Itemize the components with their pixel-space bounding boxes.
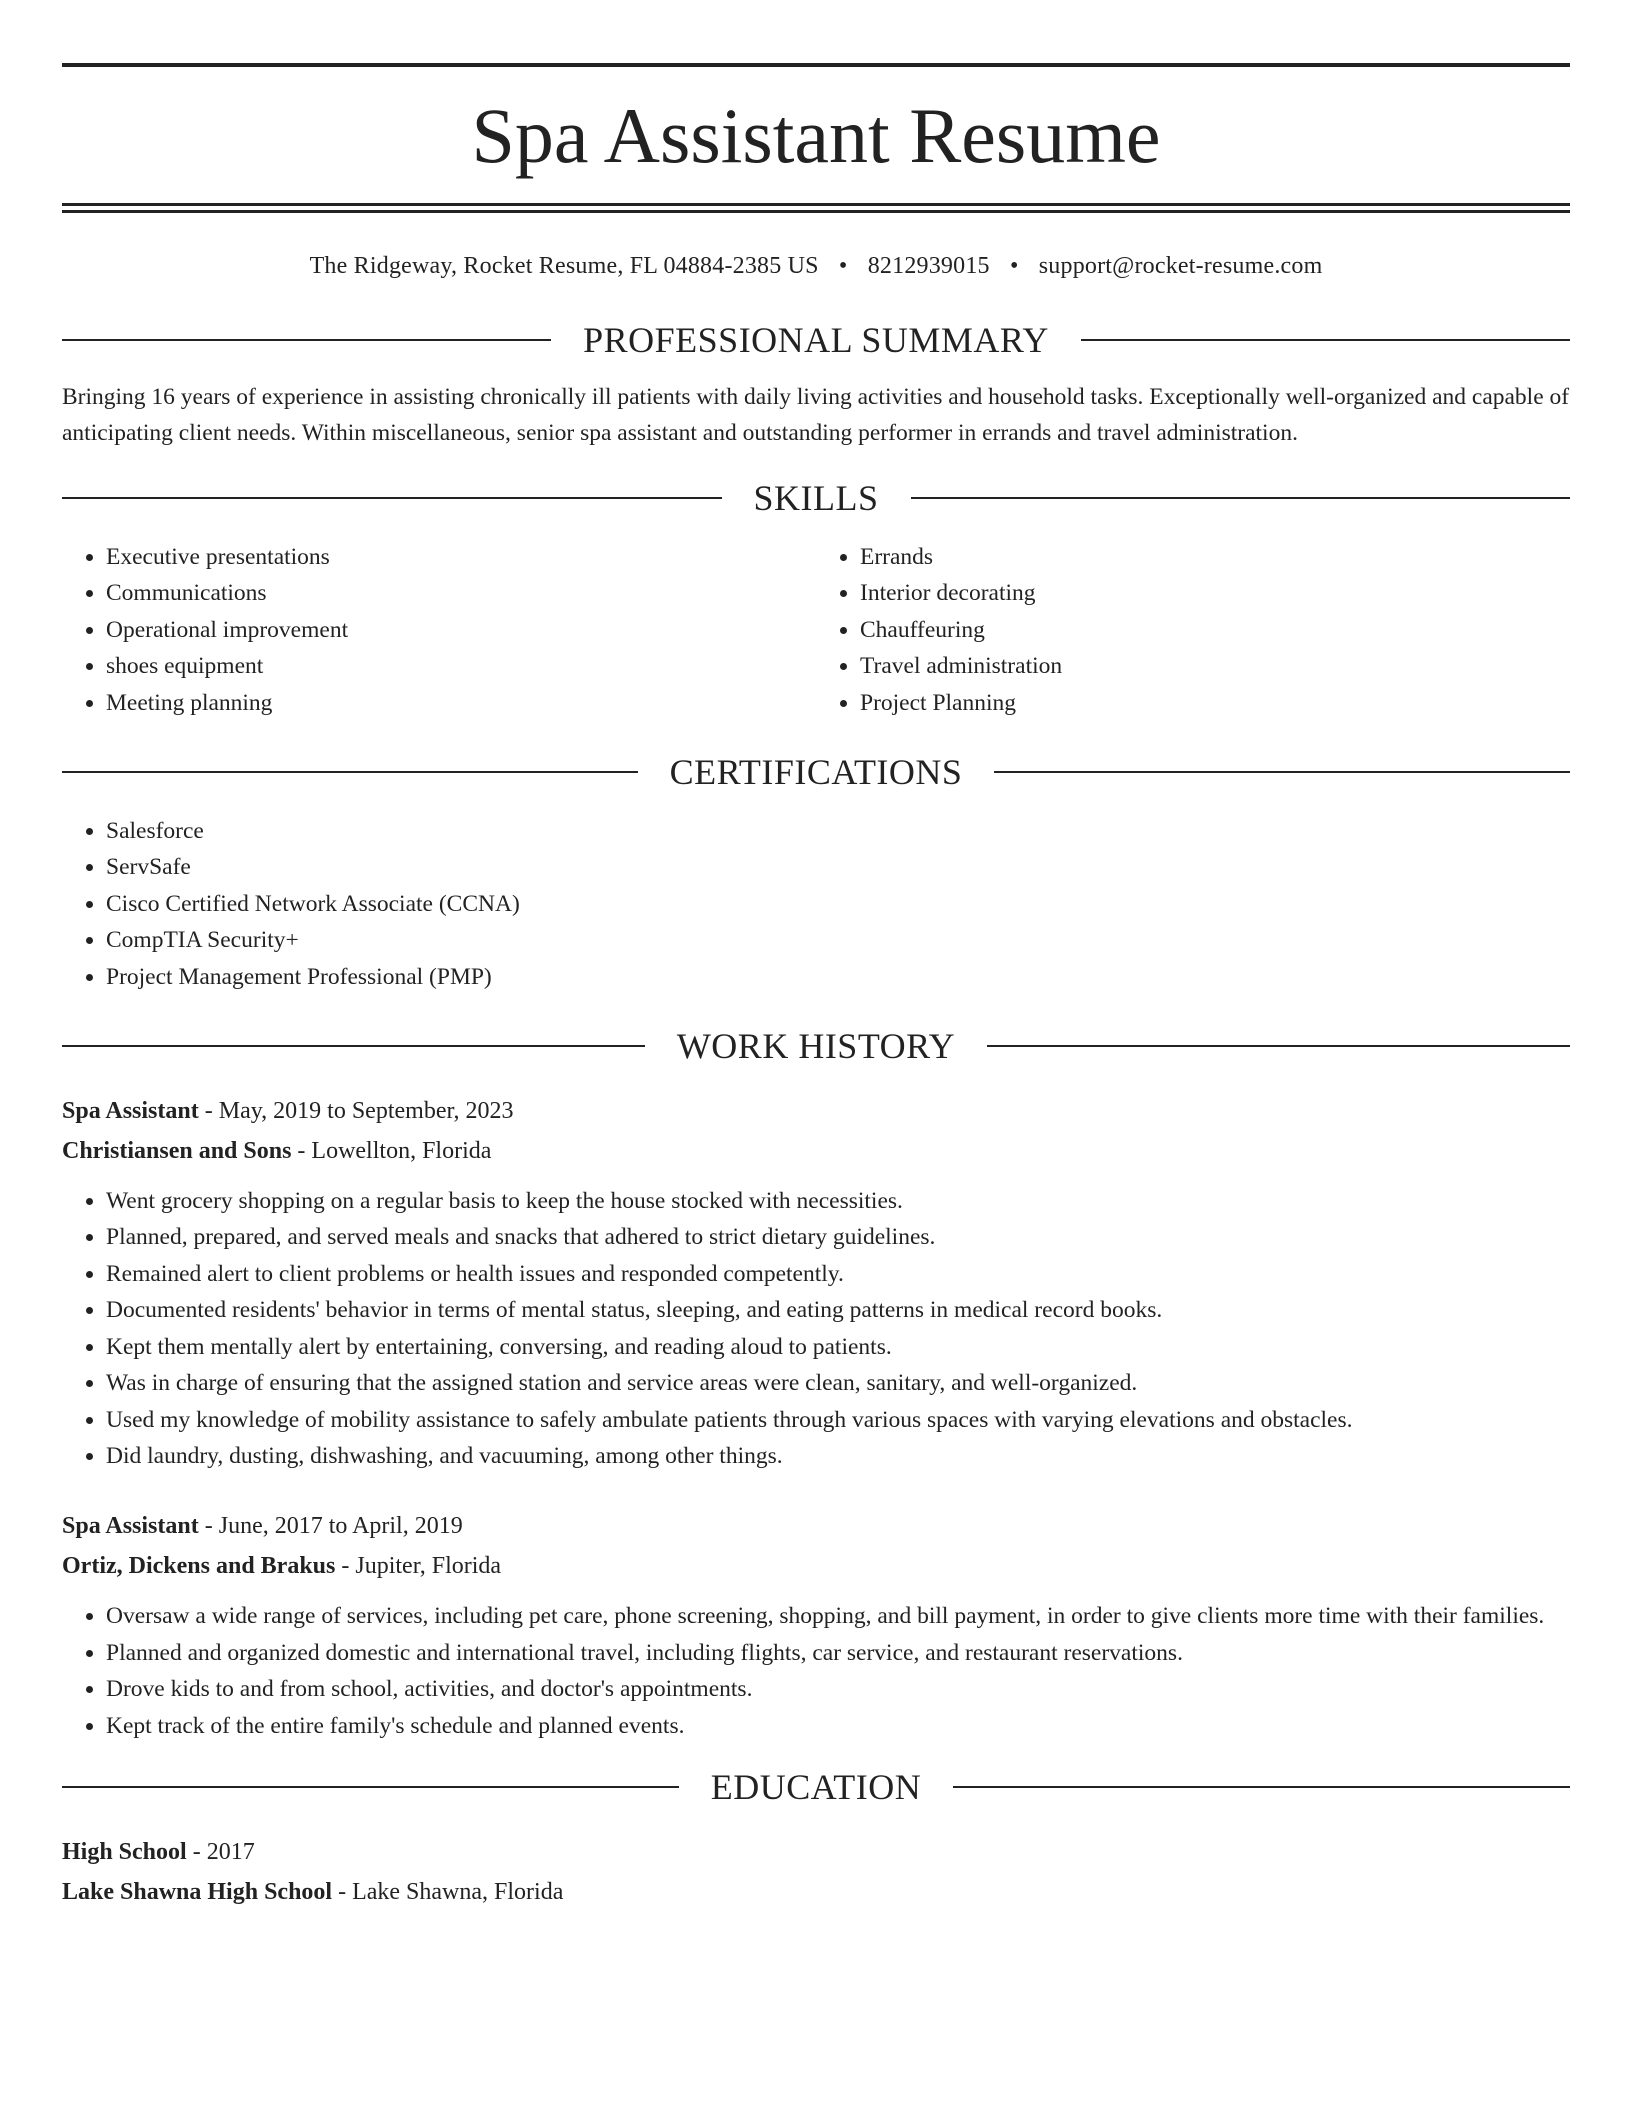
certification-item: • CompTIA Security+ bbox=[106, 922, 1570, 958]
education-heading bbox=[62, 1762, 1570, 1812]
contact-phone: 8212939015 bbox=[867, 253, 990, 279]
job-title-line bbox=[62, 1506, 1570, 1546]
job-company-line bbox=[62, 1131, 1570, 1171]
job-company: Christiansen and Sons bbox=[62, 1138, 292, 1165]
education-location: - Lake Shawna, Florida bbox=[332, 1878, 564, 1905]
job-bullet: • Did laundry, dusting, dishwashing, and vacuuming, among other things. bbox=[106, 1438, 1570, 1474]
education-degree-line bbox=[62, 1832, 1570, 1872]
education-school: Lake Shawna High School bbox=[62, 1878, 333, 1905]
contact-separator: • bbox=[838, 253, 848, 279]
job-bullet: • Planned, prepared, and served meals and snacks that adhered to strict dietary guidelines. bbox=[106, 1219, 1570, 1255]
certifications-heading-label: CERTIFICATIONS bbox=[669, 752, 963, 793]
job-bullet: • Drove kids to and from school, activities, and doctor's appointments. bbox=[106, 1671, 1570, 1707]
skill-item: • Travel administration bbox=[860, 648, 1570, 684]
job-title-line bbox=[62, 1091, 1570, 1131]
skill-item: • Communications bbox=[106, 575, 816, 611]
job-bullet: • Planned and organized domestic and international travel, including flights, car service, and restaurant reservations. bbox=[106, 1635, 1570, 1671]
education-degree: High School bbox=[62, 1838, 187, 1865]
job-bullet: • Kept them mentally alert by entertaining, conversing, and reading aloud to patients. bbox=[106, 1329, 1570, 1365]
job-bullet: • Documented residents' behavior in terms of mental status, sleeping, and eating patterns in medical record books. bbox=[106, 1292, 1570, 1328]
job-bullet: • Was in charge of ensuring that the assigned station and service areas were clean, sanitary, and well-organized. bbox=[106, 1365, 1570, 1401]
education-entry bbox=[62, 1832, 1570, 1912]
certification-item: • Project Management Professional (PMP) bbox=[106, 959, 1570, 995]
skill-item: • shoes equipment bbox=[106, 648, 816, 684]
skills-heading-label: SKILLS bbox=[753, 478, 879, 518]
heading-rule-left bbox=[62, 1045, 645, 1047]
heading-rule-right bbox=[911, 497, 1571, 499]
skill-item: • Executive presentations bbox=[106, 539, 816, 575]
job-bullets bbox=[62, 1183, 1570, 1474]
contact-separator: • bbox=[1009, 253, 1019, 279]
resume-page bbox=[62, 0, 1570, 1912]
skill-item: • Operational improvement bbox=[106, 612, 816, 648]
education-year: - 2017 bbox=[186, 1838, 255, 1865]
education-school-line bbox=[62, 1872, 1570, 1912]
skills-list bbox=[62, 539, 1570, 721]
contact-address: The Ridgeway, Rocket Resume, FL 04884-2385 US bbox=[309, 253, 819, 279]
job-bullet: • Remained alert to client problems or health issues and responded competently. bbox=[106, 1256, 1570, 1292]
skills-column-left bbox=[62, 539, 816, 721]
job-company: Ortiz, Dickens and Brakus bbox=[62, 1553, 336, 1580]
job-bullet: • Kept track of the entire family's schedule and planned events. bbox=[106, 1708, 1570, 1744]
heading-rule-right bbox=[953, 1786, 1570, 1788]
skill-item: • Errands bbox=[860, 539, 1570, 575]
top-rule bbox=[62, 63, 1570, 67]
certification-item: • Cisco Certified Network Associate (CCNA) bbox=[106, 886, 1570, 922]
skill-item: • Chauffeuring bbox=[860, 612, 1570, 648]
job-entry bbox=[62, 1091, 1570, 1474]
certification-item: • Salesforce bbox=[106, 813, 1570, 849]
job-dates: - May, 2019 to September, 2023 bbox=[198, 1098, 514, 1125]
skill-item: • Interior decorating bbox=[860, 575, 1570, 611]
resume-title: Spa Assistant Resume bbox=[471, 92, 1161, 179]
job-location: - Jupiter, Florida bbox=[335, 1553, 502, 1580]
job-title: Spa Assistant bbox=[62, 1513, 199, 1540]
job-title: Spa Assistant bbox=[62, 1098, 199, 1125]
job-bullet: • Went grocery shopping on a regular basis to keep the house stocked with necessities. bbox=[106, 1183, 1570, 1219]
certification-item: • ServSafe bbox=[106, 849, 1570, 885]
work-history-heading-label: WORK HISTORY bbox=[676, 1026, 956, 1067]
contact-line bbox=[62, 251, 1570, 281]
job-bullet: • Used my knowledge of mobility assistance to safely ambulate patients through various spaces with varying elevations and obstacles. bbox=[106, 1402, 1570, 1438]
heading-rule-left bbox=[62, 771, 638, 773]
summary-heading bbox=[62, 315, 1570, 365]
education-heading-label: EDUCATION bbox=[710, 1766, 922, 1807]
skill-item: • Project Planning bbox=[860, 685, 1570, 721]
job-entry bbox=[62, 1506, 1570, 1744]
certifications-list bbox=[62, 813, 1570, 995]
job-company-line bbox=[62, 1546, 1570, 1586]
heading-rule-right bbox=[1081, 339, 1570, 341]
certifications-heading bbox=[62, 747, 1570, 797]
heading-rule-right bbox=[994, 771, 1570, 773]
title-double-rule bbox=[62, 203, 1570, 213]
contact-email: support@rocket-resume.com bbox=[1038, 253, 1323, 279]
heading-rule-left bbox=[62, 497, 722, 499]
work-history-heading bbox=[62, 1021, 1570, 1071]
heading-rule-left bbox=[62, 339, 551, 341]
heading-rule-left bbox=[62, 1786, 679, 1788]
summary-heading-label: PROFESSIONAL SUMMARY bbox=[583, 320, 1049, 360]
job-bullet: • Oversaw a wide range of services, including pet care, phone screening, shopping, and bill payment, in order to give clients more time with their families. bbox=[106, 1598, 1570, 1634]
job-dates: - June, 2017 to April, 2019 bbox=[198, 1513, 463, 1540]
skills-heading bbox=[62, 473, 1570, 523]
skill-item: • Meeting planning bbox=[106, 685, 816, 721]
job-bullets bbox=[62, 1598, 1570, 1744]
heading-rule-right bbox=[987, 1045, 1570, 1047]
skills-column-right bbox=[816, 539, 1570, 721]
job-location: - Lowellton, Florida bbox=[291, 1138, 492, 1165]
summary-text: Bringing 16 years of experience in assisting chronically ill patients with daily living activities and household tasks. Exceptionally well-organized and capable of anticipating client needs. Within miscellaneous, senior spa assistant and outstanding performer in errands and travel administration. bbox=[62, 384, 1570, 446]
